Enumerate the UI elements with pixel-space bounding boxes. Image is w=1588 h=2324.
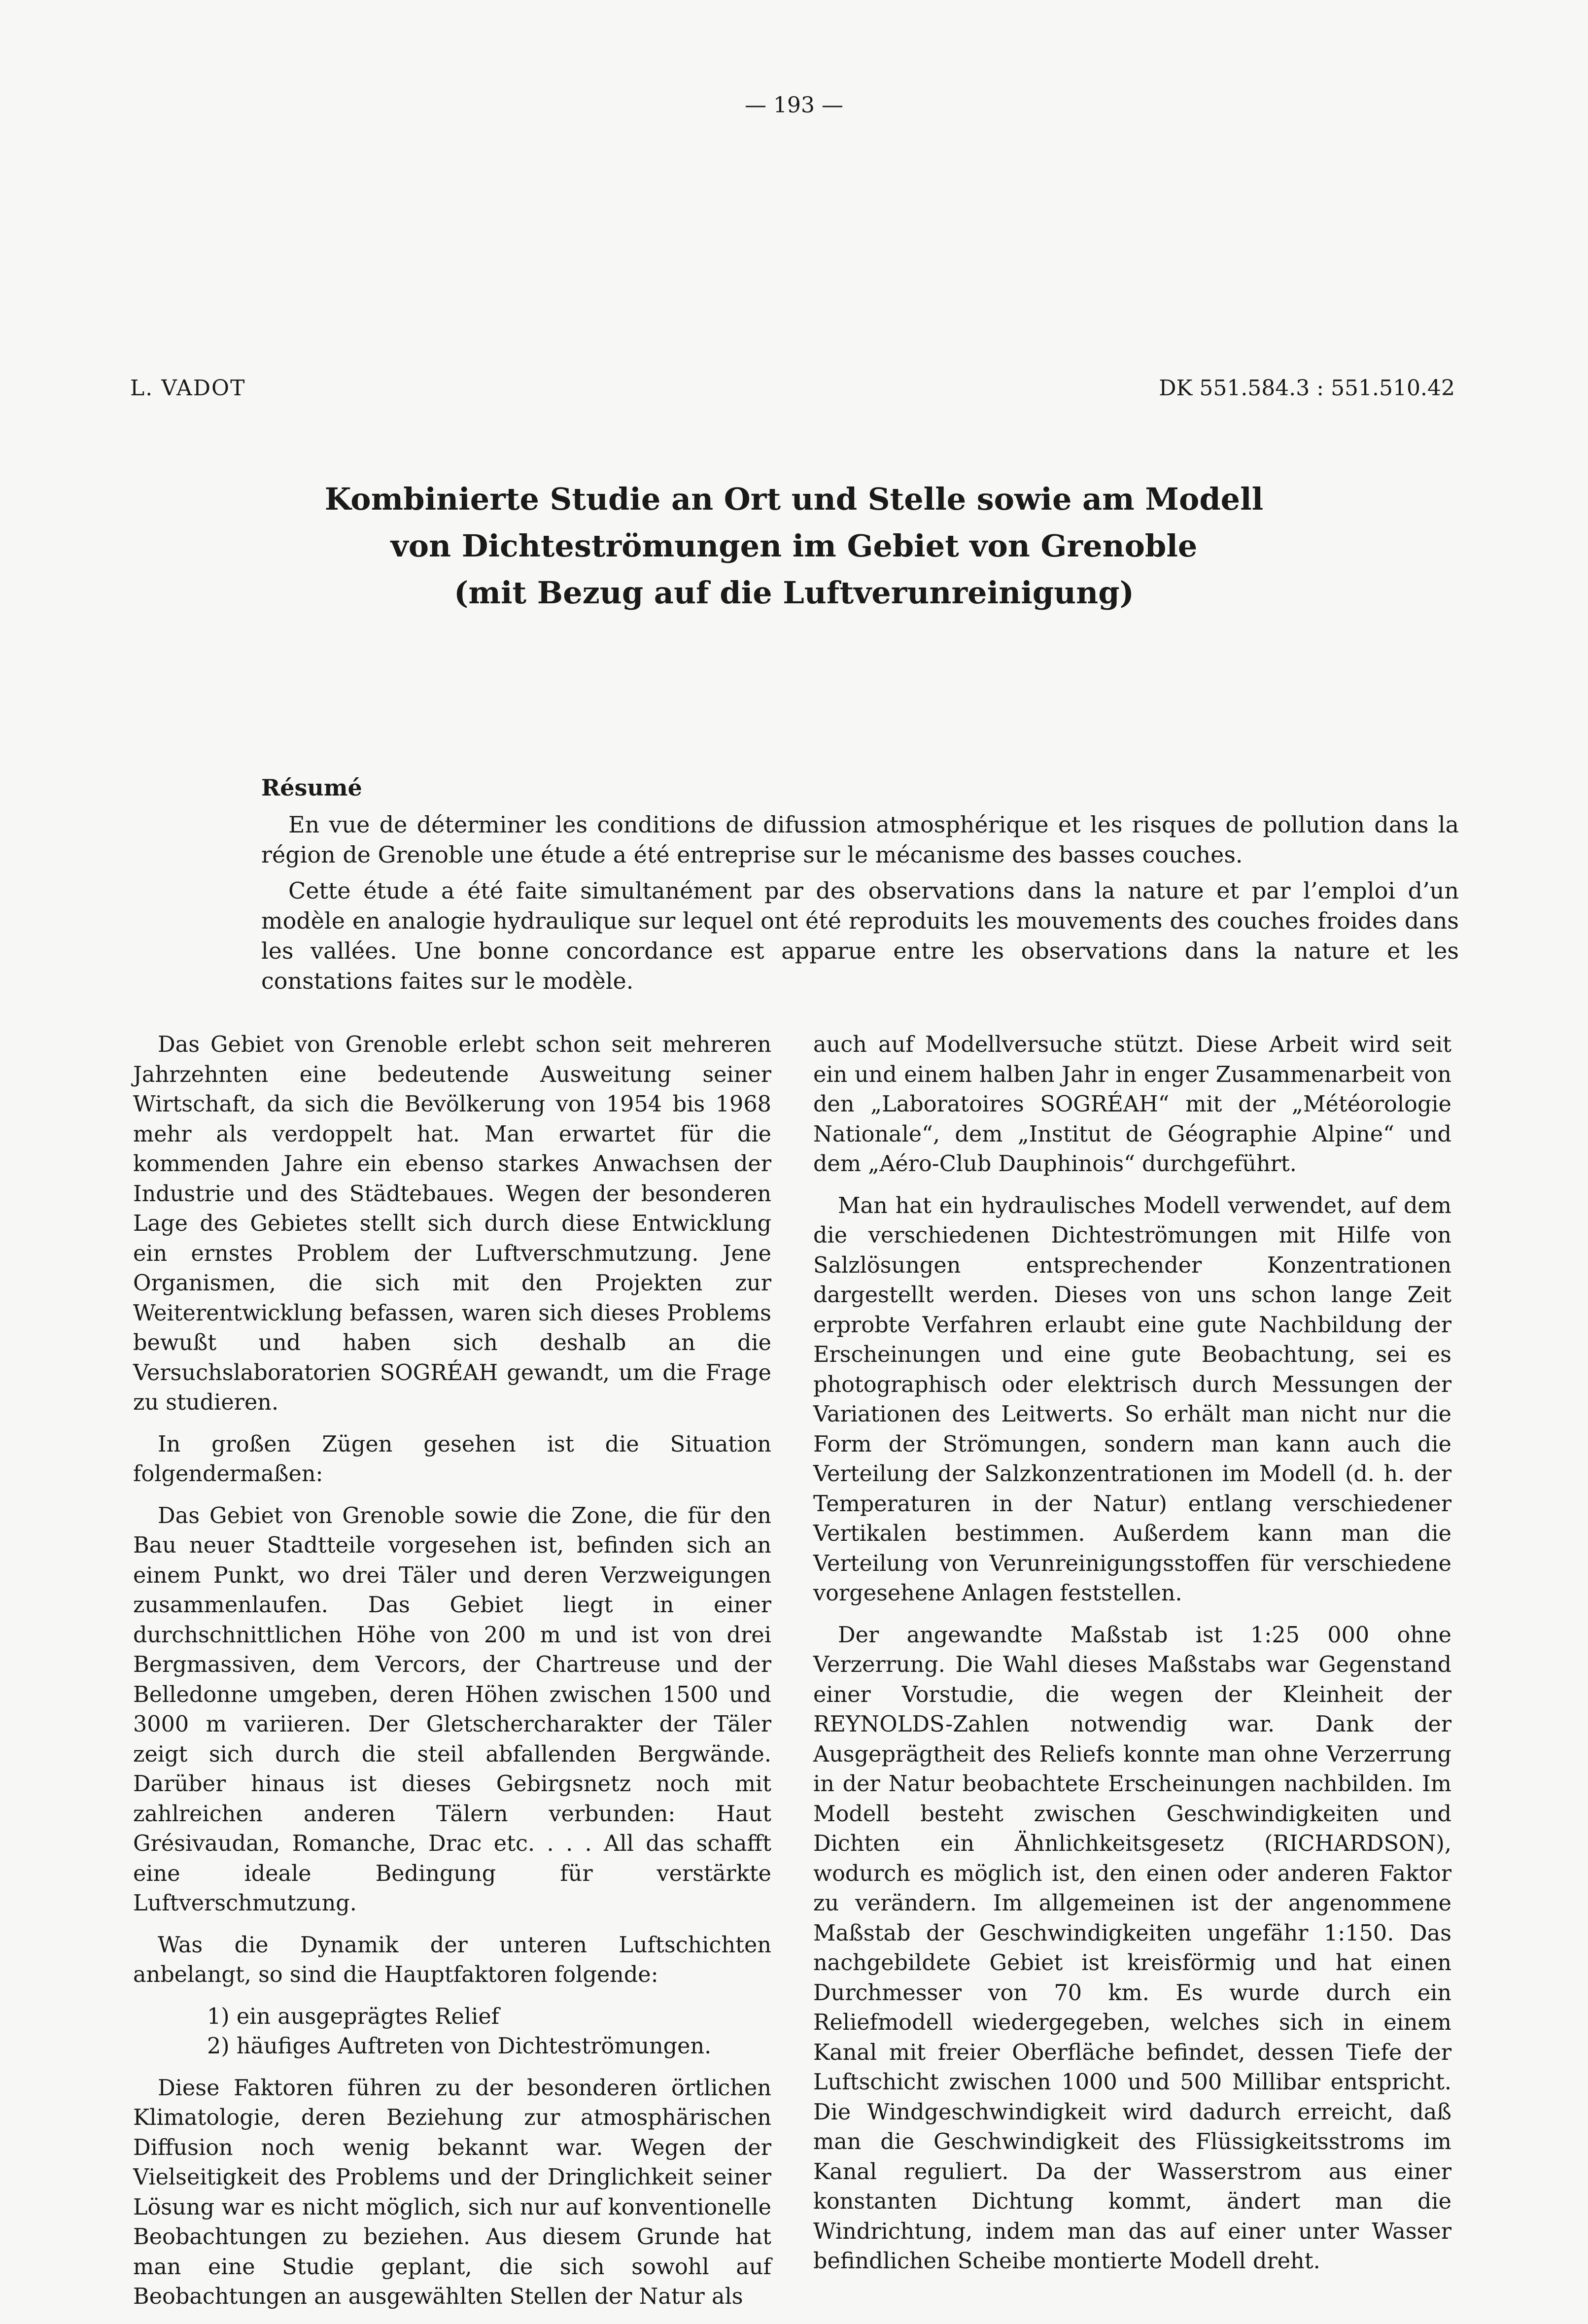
resume-section <box>261 773 1459 1002</box>
body-paragraph: Der angewandte Maßstab ist 1:25 000 ohne Verzerrung. Die Wahl dieses Maßstabs war Gegenstand einer Vorstudie, die wegen der Kleinheit der REYNOLDS-Zahlen notwendig war. Dank der Ausgeprägtheit des Reliefs konnte man ohne Verzerrung in der Natur beobachtete Erscheinungen nachbilden. Im Modell besteht zwischen Geschwindigkeiten und Dichten ein Ähnlichkeitsgesetz (RICHARDSON), wodurch es möglich ist, den einen oder anderen Faktor zu verändern. Im allgemeinen ist der angenommene Maßstab der Geschwindigkeiten ungefähr 1:150. Das nachgebildete Gebiet ist kreisförmig und hat einen Durchmesser von 70 km. Es wurde durch ein Reliefmodell wiedergegeben, welches sich in einem Kanal mit freier Oberfläche befindet, dessen Tiefe der Luftschicht zwischen 1000 und 500 Millibar entspricht. Die Windgeschwindigkeit wird dadurch erreicht, daß man die Geschwindigkeit des Flüssigkeitsstroms im Kanal reguliert. Da der Wasserstrom aus einer konstanten Dichtung kommt, ändert man die Windrichtung, indem man das auf einer unter Wasser befindlichen Scheibe montierte Modell dreht. <box>813 1622 1451 2274</box>
body-paragraph: Das Gebiet von Grenoble erlebt schon seit mehreren Jahrzehnten eine bedeutende Ausweitung seiner Wirtschaft, da sich die Bevölkerung von 1954 bis 1968 mehr als verdoppelt hat. Man erwartet für die kommenden Jahre ein ebenso starkes Anwachsen der Industrie und des Städtebaues. Wegen der besonderen Lage des Gebietes stellt sich durch diese Entwicklung ein ernstes Problem der Luftverschmutzung. Jene Organismen, die sich mit den Projekten zur Weiterentwicklung befassen, waren sich dieses Problems bewußt und haben sich deshalb an die Versuchslaboratorien SOGRÉAH gewandt, um die Frage zu studieren. <box>133 1032 771 1415</box>
list-item: 2) häufiges Auftreten von Dichteströmungen. <box>207 2034 712 2059</box>
author-name: L. VADOT <box>130 376 246 401</box>
page-number: — 193 — <box>745 93 843 118</box>
factor-list <box>133 2002 771 2062</box>
left-column <box>133 1030 771 2324</box>
body-paragraph: Das Gebiet von Grenoble sowie die Zone, die für den Bau neuer Stadtteile vorgesehen ist, befinden sich an einem Punkt, wo drei Täler und deren Verzweigungen zusammenlaufen. Das Gebiet liegt in einer durchschnittlichen Höhe von 200 m und ist von drei Bergmassiven, dem Vercors, der Chartreuse und der Belledonne umgeben, deren Höhen zwischen 1500 und 3000 m variieren. Der Gletschercharakter der Täler zeigt sich durch die steil abfallenden Bergwände. Darüber hinaus ist dieses Gebirgsnetz noch mit zahlreichen anderen Tälern verbunden: Haut Grésivaudan, Romanche, Drac etc. . . . All das schafft eine ideale Bedingung für verstärkte Luftverschmutzung. <box>133 1503 771 1916</box>
title-line-2: von Dichteströmungen im Gebiet von Grenoble <box>390 528 1198 564</box>
resume-heading: Résumé <box>261 774 362 801</box>
body-paragraph: Was die Dynamik der unteren Luftschichten anbelangt, so sind die Hauptfaktoren folgende: <box>133 1932 771 1987</box>
resume-paragraph: Cette étude a été faite simultanément par des observations dans la nature et par l’emploi d’un modèle en analogie hydraulique sur lequel ont été reproduits les mouvements des couches froides dans les vallées. Une bonne concordance est apparue entre les observations dans la nature et les constations faites sur le modèle. <box>261 877 1459 994</box>
right-column <box>813 1030 1451 2289</box>
article-title <box>197 476 1391 616</box>
title-line-3: (mit Bezug auf die Luftverunreinigung) <box>454 575 1134 611</box>
body-paragraph: Diese Faktoren führen zu der besonderen örtlichen Klimatologie, deren Beziehung zur atmosphärischen Diffusion noch wenig bekannt war. Wegen der Vielseitigkeit des Problems und der Dringlichkeit seiner Lösung war es nicht möglich, sich nur auf konventionelle Beobachtungen zu beziehen. Aus diesem Grunde hat man eine Studie geplant, die sich sowohl auf Beobachtungen an ausgewählten Stellen der Natur als <box>133 2075 771 2309</box>
resume-paragraph: En vue de déterminer les conditions de difussion atmosphérique et les risques de pollution dans la région de Grenoble une étude a été entreprise sur le mécanisme des basses couches. <box>261 811 1459 868</box>
list-item: 1) ein ausgeprägtes Relief <box>207 2004 500 2029</box>
body-paragraph-continued: auch auf Modellversuche stützt. Diese Arbeit wird seit ein und einem halben Jahr in enger Zusammenarbeit von den „Laboratoires SOGRÉAH“ mit der „Météorologie Nationale“, dem „Institut de Géographie Alpine“ und dem „Aéro-Club Dauphinois“ durchgeführt. <box>813 1032 1451 1177</box>
classification-code: DK 551.584.3 : 551.510.42 <box>1159 376 1455 401</box>
body-paragraph: In großen Zügen gesehen ist die Situation folgendermaßen: <box>133 1431 771 1487</box>
body-paragraph: Man hat ein hydraulisches Modell verwendet, auf dem die verschiedenen Dichteströmungen mit Hilfe von Salzlösungen entsprechender Konzentrationen dargestellt werden. Dieses von uns schon lange Zeit erprobte Verfahren erlaubt eine gute Nachbildung der Erscheinungen und eine gute Beobachtung, sei es photographisch oder elektrisch durch Messungen der Variationen des Leitwerts. So erhält man nicht nur die Form der Strömungen, sondern man kann auch die Verteilung der Salzkonzentrationen im Modell (d. h. der Temperaturen in der Natur) entlang verschiedener Vertikalen bestimmen. Außerdem kann man die Verteilung von Verunreinigungsstoffen für verschiedene vorgesehene Anlagen feststellen. <box>813 1193 1451 1606</box>
title-line-1: Kombinierte Studie an Ort und Stelle sowie am Modell <box>324 481 1264 517</box>
